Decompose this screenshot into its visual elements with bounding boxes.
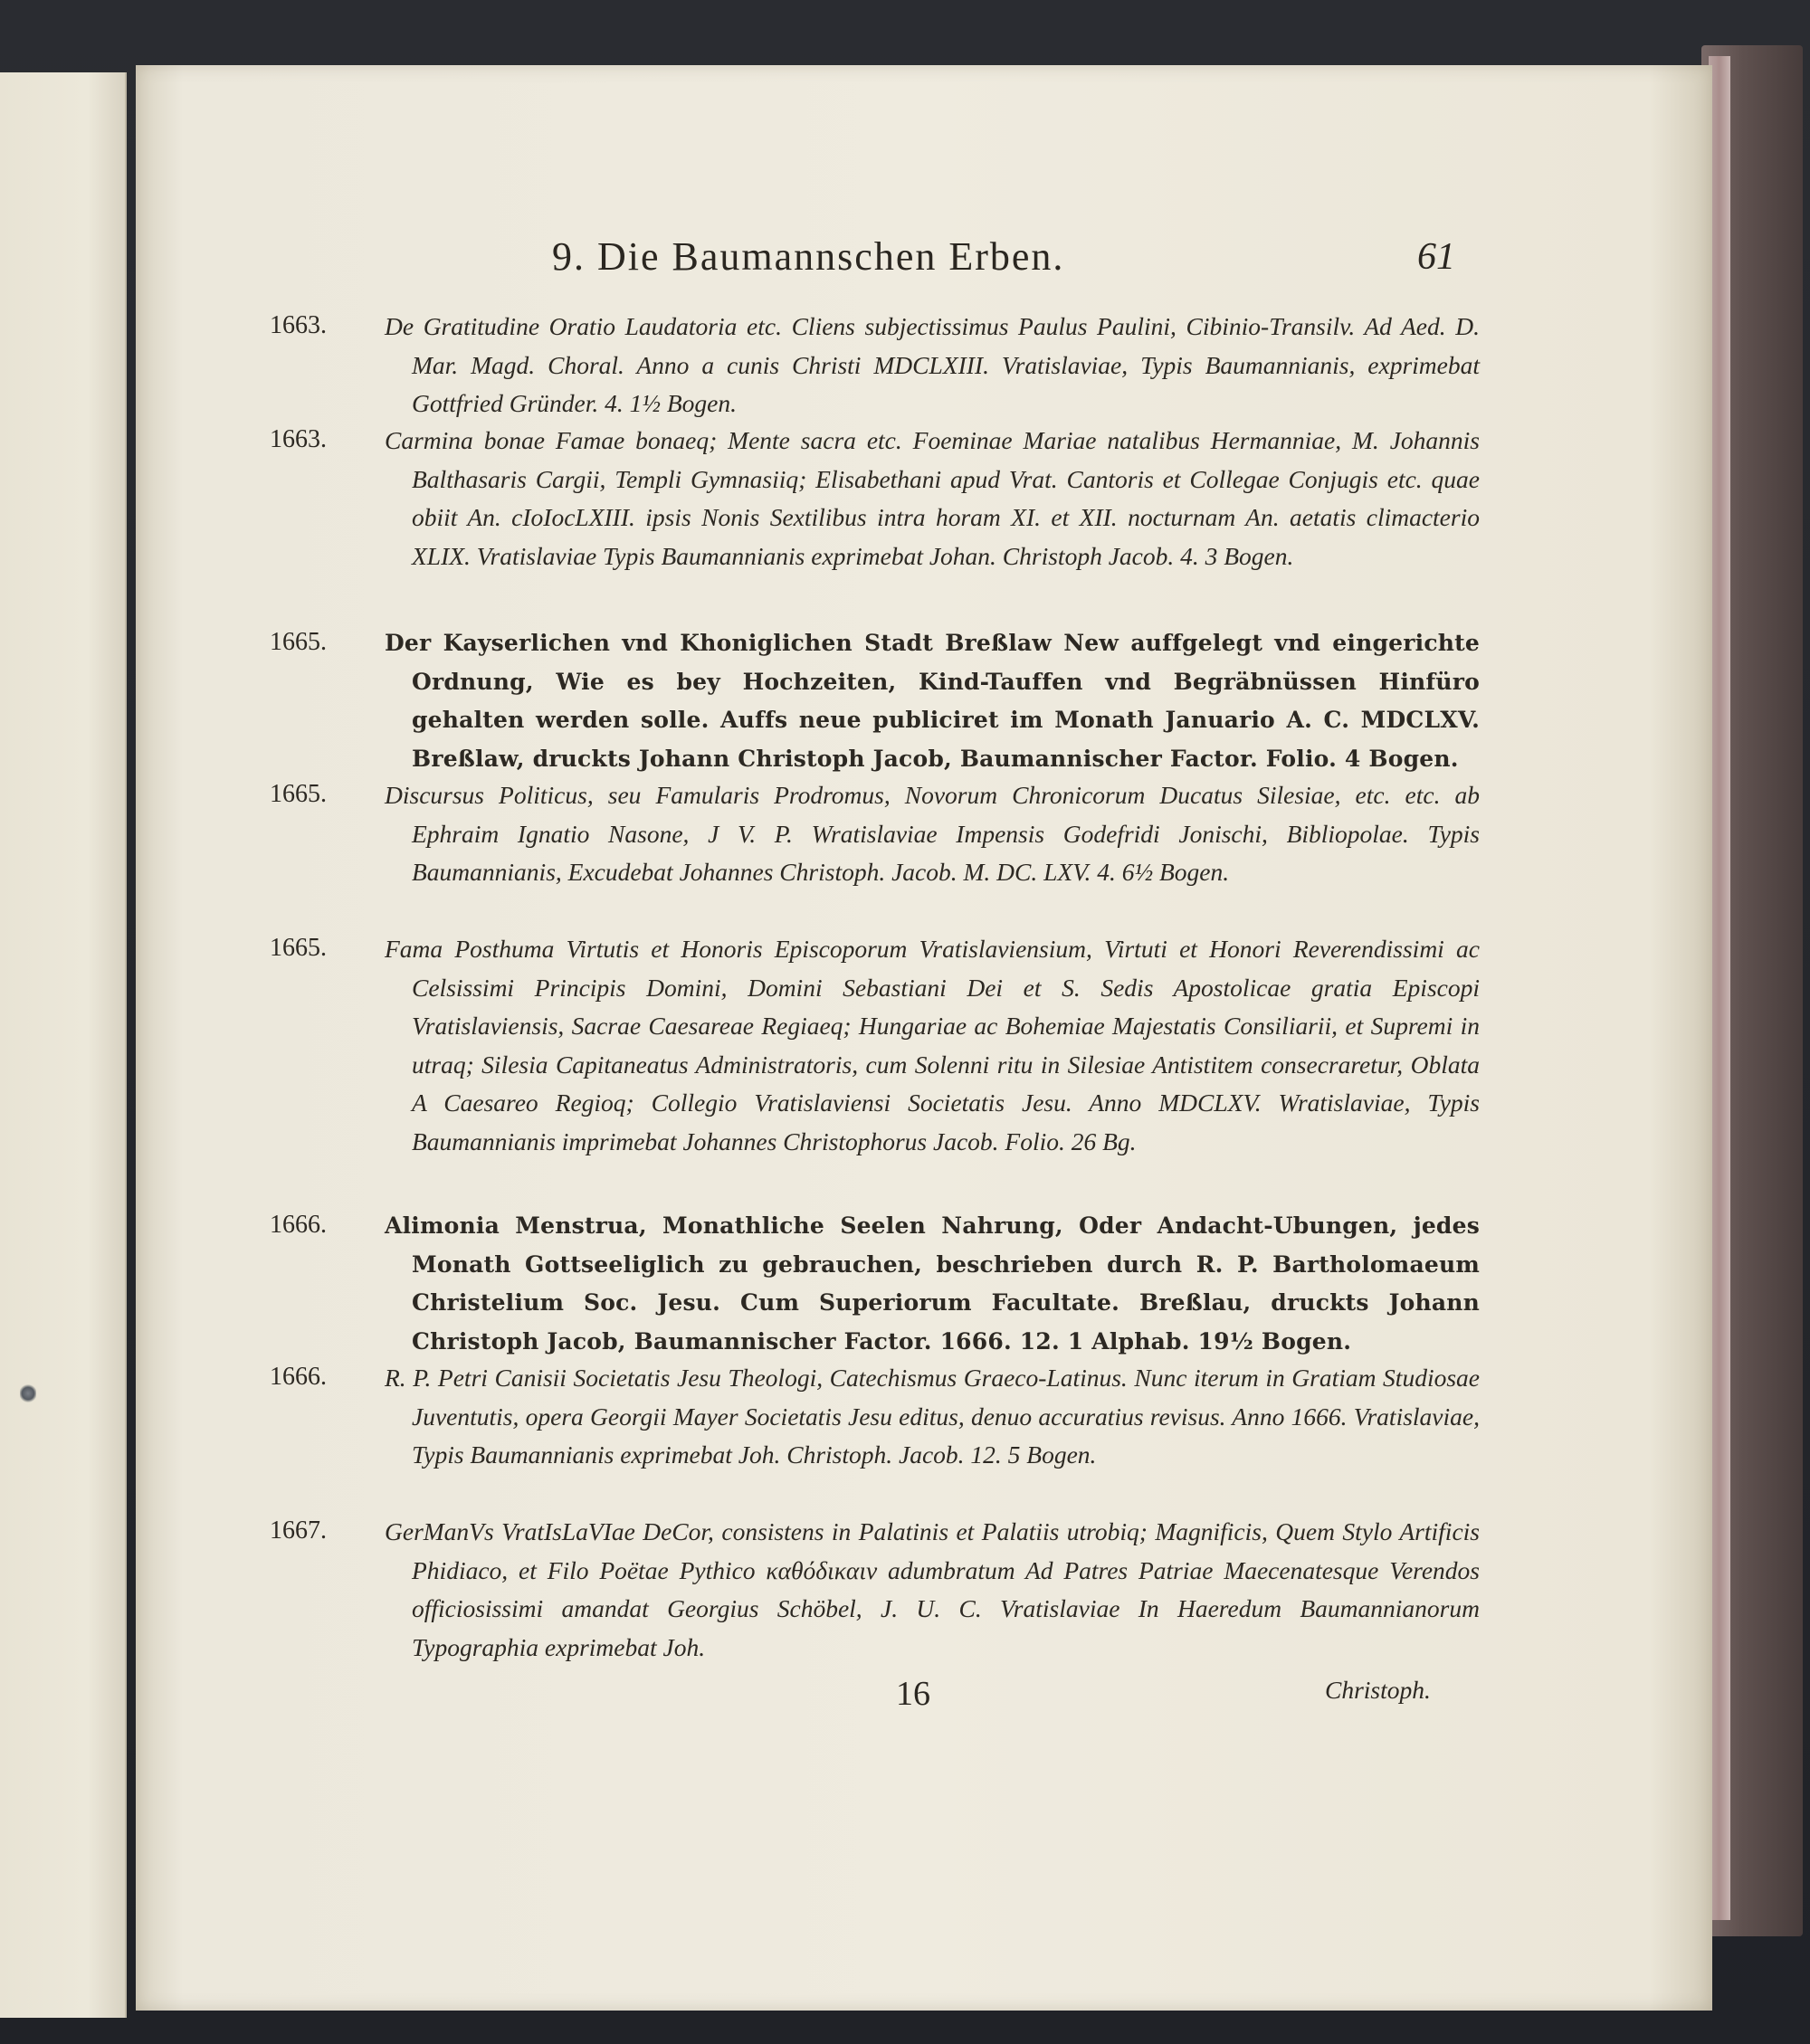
entry-text: Discursus Politicus, seu Famularis Prodromus, Novorum Chronicorum Ducatus Silesiae, etc. etc. ab Ephraim Ignatio Nasone, J V. P. Wratislaviae Impensis Godefridi Jonischi, Bibliopolae. Typis Baumannianis, Excudebat Johannes Christoph. Jacob. M. DC. LXV. 4. 6½ Bogen. bbox=[385, 781, 1480, 886]
entry-year: 1666. bbox=[270, 1363, 327, 1391]
entry-text: GerManVs VratIsLaVIae DeCor, consistens in Palatinis et Palatiis utrobiq; Magnificis, Quem Stylo Artificis Phidiaco, et Filo Poëtae Pythico καθόδικαιν adumbratum Ad Patres Patriae Maecenatesque Verendos officiosissimi amandat Georgius Schöbel, J. U. C. Vratislaviae In Haeredum Baumannianorum Typographia exprimebat Joh. bbox=[385, 1517, 1480, 1661]
signature-mark: 16 bbox=[896, 1675, 930, 1713]
section-title: 9. Die Baumannschen Erben. bbox=[552, 234, 1065, 279]
entry-text: Alimonia Menstrua, Monathliche Seelen Nahrung, Oder Andacht-Ubungen, jedes Monath Gottseeliglich zu gebrauchen, beschrieben durch R. P. Bartholomaeum Christelium Soc. Jesu. Cum Superiorum Facultate. Breßlau, druckts Johann Christoph Jacob, Baumannischer Factor. 1666. 12. 1 Alphab. 19½ Bogen. bbox=[385, 1212, 1480, 1355]
entry-text: Carmina bonae Famae bonaeq; Mente sacra etc. Foeminae Mariae natalibus Hermanniae, M. Johannis Balthasaris Cargii, Templi Gymnasiiq; Elisabethani apud Vrat. Cantoris et Collegae Conjugis etc. quae obiit An. cIoIocLXIII. ipsis Nonis Sextilibus intra horam XI. et XII. nocturnam An. aetatis climacterio XLIX. Vratislaviae Typis Baumannianis exprimebat Johan. Christoph Jacob. 4. 3 Bogen. bbox=[385, 426, 1480, 570]
entry-year: 1665. bbox=[270, 628, 327, 656]
page-number: 61 bbox=[1417, 236, 1455, 278]
catchword: Christoph. bbox=[1325, 1676, 1431, 1704]
entry-year: 1663. bbox=[270, 311, 327, 339]
entry-text: Fama Posthuma Virtutis et Honoris Episcoporum Vratislaviensium, Virtuti et Honori Reverendissimi ac Celsissimi Principis Domini, Domini Sebastiani Dei et S. Sedis Apostolicae gratia Episcopi Vratislaviensis, Sacrae Caesareae Regiaeq; Hungariae ac Bohemiae Majestatis Consiliarii, et Supremi in utraq; Silesia Capitaneatus Administratoris, cum Solenni ritu in Silesiae Antistitem consecraretur, Oblata A Caesareo Regioq; Collegio Vratislaviensi Societatis Jesu. Anno MDCLXV. Wratislaviae, Typis Baumannianis imprimebat Johannes Christophorus Jacob. Folio. 26 Bg. bbox=[385, 935, 1480, 1155]
entry-year: 1665. bbox=[270, 780, 327, 808]
entry-year: 1667. bbox=[270, 1516, 327, 1545]
entry-text: De Gratitudine Oratio Laudatoria etc. Cliens subjectissimus Paulus Paulini, Cibinio-Transilv. Ad Aed. D. Mar. Magd. Choral. Anno a cunis Christi MDCLXIII. Vratislaviae, Typis Baumannianis, exprimebat Gottfried Gründer. 4. 1½ Bogen. bbox=[385, 312, 1480, 417]
entry-year: 1665. bbox=[270, 934, 327, 962]
entry-text: R. P. Petri Canisii Societatis Jesu Theologi, Catechismus Graeco-Latinus. Nunc iterum in Gratiam Studiosae Juventutis, opera Georgii Mayer Societatis Jesu editus, denuo accuratius revisus. Anno 1666. Vratislaviae, Typis Baumannianis exprimebat Joh. Christoph. Jacob. 12. 5 Bogen. bbox=[385, 1364, 1480, 1469]
entry-text: Der Kayserlichen vnd Khoniglichen Stadt Breßlaw New auffgelegt vnd eingerichte Ordnung, Wie es bey Hochzeiten, Kind-Tauffen vnd Begräbnüssen Hinfüro gehalten werden solle. Auffs neue publiciret im Monath Januario A. C. MDCLXV. Breßlaw, druckts Johann Christoph Jacob, Baumannischer Factor. Folio. 4 Bogen. bbox=[385, 630, 1480, 772]
entry-year: 1666. bbox=[270, 1211, 327, 1239]
entry-year: 1663. bbox=[270, 425, 327, 453]
